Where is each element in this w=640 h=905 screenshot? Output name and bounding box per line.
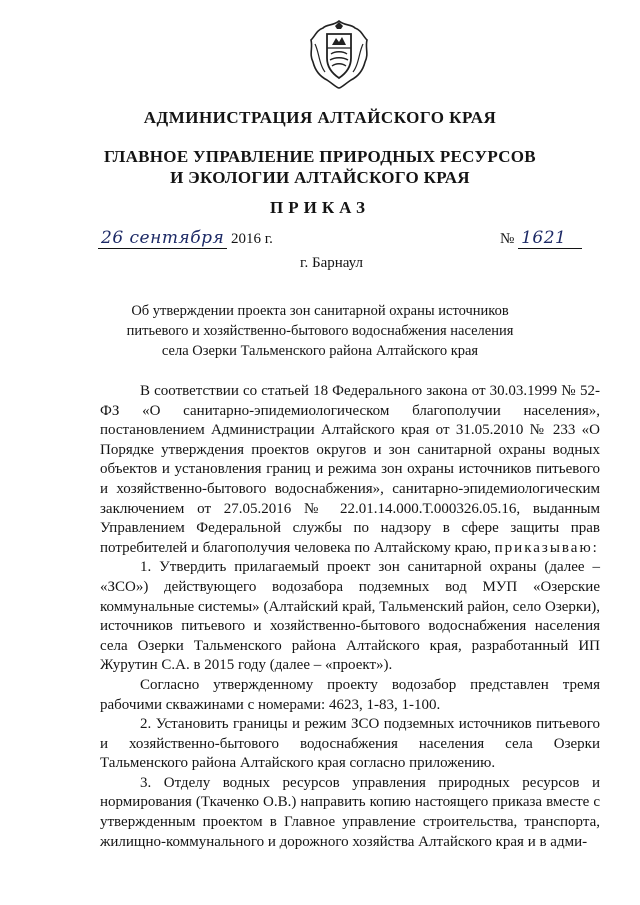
preamble-paragraph xyxy=(100,382,600,558)
org-title: АДМИНИСТРАЦИЯ АЛТАЙСКОГО КРАЯ xyxy=(143,108,497,127)
city-name: г. Барнаул xyxy=(300,255,363,271)
handwritten-number: 1621 xyxy=(518,228,582,249)
department-title-line-2: И ЭКОЛОГИИ АЛТАЙСКОГО КРАЯ xyxy=(170,168,470,187)
clause-2-paragraph: 2. Установить границы и режим ЗСО подземных источников питьевого и хозяйственно-бытового водоснабжения населения села Озерки Тальменского района Алтайского края согласно приложению. xyxy=(100,716,600,772)
handwritten-date: 26 сентября xyxy=(98,228,227,249)
wells-paragraph: Согласно утвержденному проекту водозабор представлен тремя рабочими скважинами с номерами: 4623, 1-83, 1-100. xyxy=(100,676,600,713)
order-date xyxy=(98,228,273,249)
order-body xyxy=(100,382,600,852)
department-title-line-1: ГЛАВНОЕ УПРАВЛЕНИЕ ПРИРОДНЫХ РЕСУРСОВ xyxy=(104,147,536,166)
subject-line-2: питьевого и хозяйственно-бытового водоснабжения населения xyxy=(126,323,514,339)
number-sign: № xyxy=(500,231,515,247)
subject-line-1: Об утверждении проекта зон санитарной охраны источников xyxy=(131,303,509,319)
order-subject xyxy=(0,301,640,361)
coat-of-arms-icon xyxy=(305,18,373,90)
clause-1-paragraph: 1. Утвердить прилагаемый проект зон санитарной охраны (далее – «ЗСО») действующего водозабора подземных вод МУП «Озерские коммунальные системы» (Алтайский край, Тальменский район, село Озерки), источников питьевого и хозяйственно-бытового водоснабжения населения села Озерки Тальменского района Алтайского края, разработанный ИП Журутин С.А. в 2015 году (далее – «проект»). xyxy=(100,559,600,674)
department-title xyxy=(0,146,640,188)
clause-3-paragraph: 3. Отделу водных ресурсов управления природных ресурсов и нормирования (Ткаченко О.В.) направить копию настоящего приказа вместе с утвержденным проектом в Главное управление строительства, транспорта, жилищно-коммунального и дорожного хозяйства Алтайского края и в адми- xyxy=(100,774,600,850)
order-year: 2016 г. xyxy=(230,231,273,247)
preamble-text: В соответствии со статьей 18 Федерального закона от 30.03.1999 № 52-ФЗ «О санитарно-эпидемиологическом благополучии населения», постановлением Администрации Алтайского края от 31.05.2010 № 233 «О Порядке утверждения проектов округов и зон санитарной охраны водных объектов и установления границ и режима зон охраны источников питьевого и хозяйственно-бытового водоснабжения», санитарно-эпидемиологическим заключением от 27.05.2016 № 22.01.14.000.Т.000326.05.16, выданным Управлением Федеральной службы по надзору в сфере защиты прав потребителей и благополучия человека по Алтайскому краю, xyxy=(100,383,600,556)
order-word: приказываю: xyxy=(494,539,599,556)
subject-line-3: села Озерки Тальменского района Алтайского края xyxy=(161,343,479,359)
document-type: ПРИКАЗ xyxy=(270,198,370,217)
order-number xyxy=(500,228,582,249)
